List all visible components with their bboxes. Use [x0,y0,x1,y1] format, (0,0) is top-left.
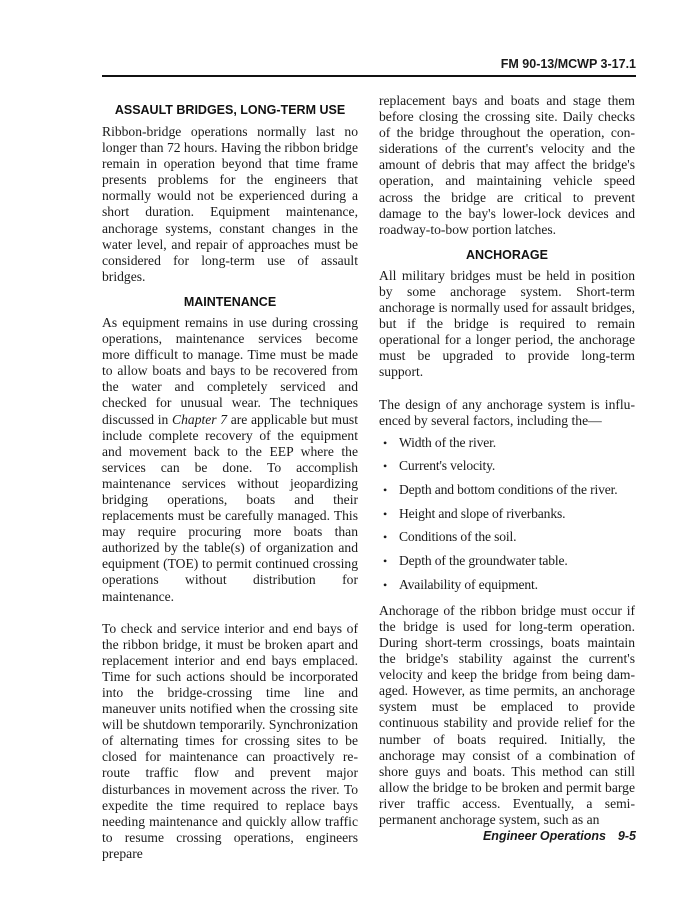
bullet-icon: • [383,459,388,474]
paragraph-anchorage-design: The design of any anchorage system is influenced by several factors, including the— [379,396,635,428]
page-number: 9-5 [617,829,636,843]
paragraph-anchorage-2: Anchorage of the ribbon bridge must occur if the bridge is used for long-term operation. During short-term crossings, boats maintain the bridge's stability against the current's velocity and keep the bridge from being damaged. However, as time permits, an anchorage system must be emplaced to provide continuous stability and provide relief for the number of boats required. Initially, the anchorage may consist of a combination of shore guys and boats. This method can still allow the bridge to be broken and permit barge river traffic access. Eventually, a semi-permanent anchorage system, such as an [379,602,635,828]
paragraph-maintenance-2: To check and service interior and end bays of the ribbon bridge, it must be broken apart and replacement interior and end bays emplaced. Time for such actions should be incorporated into the bridge-crossing time line and maneuver units notified when the crossing site will be shutdown temporarily. Synchronization of alternating times for crossing sites to be closed for maintenance can proactively re-route traffic flow and prevent major disturbances in movement across the river. To expedite the time required to replace bays needing maintenance and quickly allow traffic to resume crossing operations, engineers prepare [102,620,358,861]
list-item-text: Availability of equipment. [399,576,538,592]
list-item-text: Depth and bottom conditions of the river. [399,482,618,498]
list-item [383,458,635,474]
left-column [102,100,358,862]
running-header [102,56,636,77]
right-column [379,93,635,828]
paragraph-text: As equipment remains in use during crossing operations, maintenance services become more difficult to manage. Time must be made to allow boats and bays to be recovered from the water and completely serviced and checked for unusual wear. The techniques discussed in [102,314,358,427]
paragraph-spacer [379,381,635,397]
paragraph-maintenance-1 [102,315,358,605]
running-footer [380,828,636,844]
section-title: Engineer Operations [482,829,606,843]
paragraph-anchorage-1: All military bridges must be held in position by some anchorage system. Short-term anchorage is normally used for assault bridges, but if the bridge is required to remain operational for a longer period, the anchorage must be upgraded to provide long-term support. [379,267,635,380]
bullet-icon: • [383,435,388,450]
list-item-text: Depth of the groundwater table. [399,553,568,569]
bullet-icon: • [383,530,388,545]
heading-maintenance: MAINTENANCE [183,294,277,309]
anchorage-factors-list [379,435,635,593]
list-item-text: Conditions of the soil. [399,529,517,545]
list-item [383,435,635,451]
bullet-icon: • [383,554,388,569]
heading-anchorage: ANCHORAGE [466,247,548,262]
paragraph-spacer [102,605,358,621]
bullet-icon: • [383,577,388,592]
list-item-text: Width of the river. [399,434,497,450]
list-item [383,506,635,522]
paragraph-text: are applicable but must include complete recovery of the equipment and movement back to the EEP where the services can be done. To accomplish maintenance services without jeopardizing bridging operations, boats and their replacements must be carefully managed. This may require procuring more boats than authorized by the table(s) of organization and equipment (TOE) to permit continued crossing operations without distribution for maintenance. [102,411,358,604]
paragraph-long-term-use: Ribbon-bridge operations normally last no longer than 72 hours. Having the ribbon bridge remain in operation beyond that time frame presents problems for the engineers that normally would not be experienced during a short duration. Equipment maintenance, anchorage systems, constant changes in the water level, and repair of approaches must be considered for long-term use of assault bridges. [102,124,358,284]
heading-assault-bridges: ASSAULT BRIDGES, LONG-TERM USE [114,103,346,117]
list-item [383,482,635,498]
paragraph-maintenance-continued: replacement bays and boats and stage them before closing the crossing site. Daily checks of the bridge throughout the operation, considerations of the current's velocity and the amount of debris that may affect the bridge's operation, and maintaining vehicle speed across the bridge are critical to prevent damage to the bay's lower-lock devices and roadway-to-bow portion latches. [379,93,635,237]
list-item [383,553,635,569]
list-item-text: Current's velocity. [399,458,496,474]
document-id: FM 90-13/MCWP 3-17.1 [500,57,636,71]
list-item [383,529,635,545]
chapter-reference: Chapter 7 [172,411,228,427]
bullet-icon: • [383,483,388,498]
list-item [383,577,635,593]
list-item-text: Height and slope of riverbanks. [399,505,566,521]
bullet-icon: • [383,506,388,521]
